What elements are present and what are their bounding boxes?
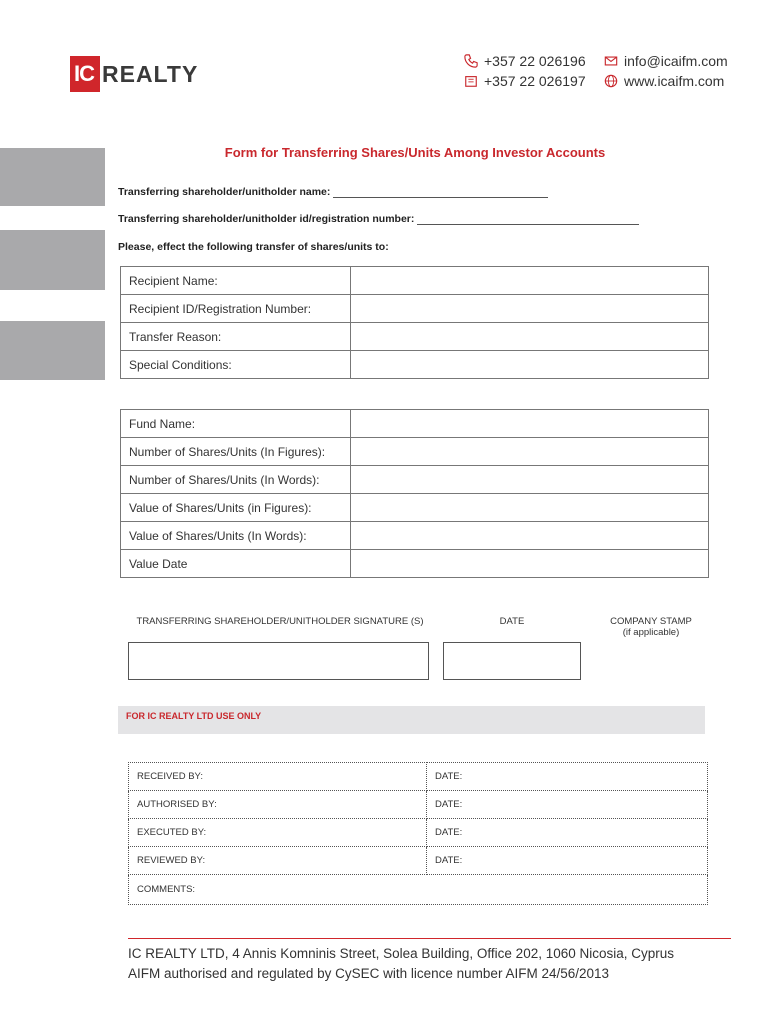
stamp-title: COMPANY STAMP <box>610 616 692 627</box>
table-row <box>121 550 709 578</box>
signature-label: TRANSFERRING SHAREHOLDER/UNITHOLDER SIGNATURE (S) <box>136 616 424 627</box>
table-row <box>129 763 708 791</box>
office-use-banner <box>118 706 705 734</box>
authorised-by-cell[interactable]: AUTHORISED BY: <box>129 791 427 819</box>
reviewed-by-cell[interactable]: REVIEWED BY: <box>129 847 427 875</box>
table-row <box>121 323 709 351</box>
shares-words-input[interactable] <box>351 466 709 494</box>
reviewed-date-cell[interactable]: DATE: <box>427 847 708 875</box>
fund-name-label: Fund Name: <box>121 410 351 438</box>
id-line <box>118 213 639 225</box>
globe-icon <box>604 74 618 88</box>
mail-icon <box>604 54 618 68</box>
transfer-reason-input[interactable] <box>351 323 709 351</box>
table-row <box>129 791 708 819</box>
fund-table <box>120 409 709 578</box>
signature-date-box[interactable] <box>443 642 581 680</box>
phone-icon <box>464 54 478 68</box>
comments-cell[interactable]: COMMENTS: <box>129 875 708 905</box>
transfer-reason-label: Transfer Reason: <box>121 323 351 351</box>
side-tab-2 <box>0 230 105 290</box>
shares-figures-input[interactable] <box>351 438 709 466</box>
value-figures-input[interactable] <box>351 494 709 522</box>
table-row <box>121 351 709 379</box>
table-row <box>121 295 709 323</box>
signature-box[interactable] <box>128 642 429 680</box>
stamp-label <box>596 616 706 638</box>
table-row <box>121 410 709 438</box>
recipient-id-input[interactable] <box>351 295 709 323</box>
phone-1-text: +357 22 026196 <box>484 53 586 69</box>
website <box>604 73 724 89</box>
logo-ic: IC <box>70 56 100 92</box>
table-row <box>121 466 709 494</box>
footer-divider <box>128 938 731 939</box>
special-conditions-input[interactable] <box>351 351 709 379</box>
table-row <box>129 819 708 847</box>
shares-figures-label: Number of Shares/Units (In Figures): <box>121 438 351 466</box>
office-use-table <box>128 762 708 905</box>
name-input[interactable] <box>333 187 548 198</box>
side-tab-3 <box>0 321 105 380</box>
phone-2 <box>464 73 586 89</box>
received-by-cell[interactable]: RECEIVED BY: <box>129 763 427 791</box>
logo-realty: REALTY <box>102 60 199 87</box>
recipient-name-label: Recipient Name: <box>121 267 351 295</box>
table-row <box>121 438 709 466</box>
office-use-banner-text: FOR IC REALTY LTD USE ONLY <box>126 711 262 721</box>
table-row <box>121 267 709 295</box>
phone-1 <box>464 53 586 69</box>
footer-licence: AIFM authorised and regulated by CySEC with licence number AIFM 24/56/2013 <box>128 966 610 981</box>
recipient-id-label: Recipient ID/Registration Number: <box>121 295 351 323</box>
value-figures-label: Value of Shares/Units (in Figures): <box>121 494 351 522</box>
phone-2-text: +357 22 026197 <box>484 73 586 89</box>
executed-date-cell[interactable]: DATE: <box>427 819 708 847</box>
special-conditions-label: Special Conditions: <box>121 351 351 379</box>
stamp-note: (if applicable) <box>622 627 680 638</box>
table-row <box>121 522 709 550</box>
shares-words-label: Number of Shares/Units (In Words): <box>121 466 351 494</box>
footer-address: IC REALTY LTD, 4 Annis Komninis Street, Solea Building, Office 202, 1060 Nicosia, Cyprus <box>128 946 675 961</box>
fund-name-input[interactable] <box>351 410 709 438</box>
value-date-input[interactable] <box>351 550 709 578</box>
website-text: www.icaifm.com <box>624 73 725 89</box>
date-label: DATE <box>499 616 525 627</box>
value-date-label: Value Date <box>121 550 351 578</box>
table-row <box>129 847 708 875</box>
value-words-input[interactable] <box>351 522 709 550</box>
id-line-label: Transferring shareholder/unitholder id/registration number: <box>118 213 415 225</box>
executed-by-cell[interactable]: EXECUTED BY: <box>129 819 427 847</box>
table-row <box>129 875 708 905</box>
table-row <box>121 494 709 522</box>
form-title: Form for Transferring Shares/Units Among Investor Accounts <box>224 145 606 160</box>
authorised-date-cell[interactable]: DATE: <box>427 791 708 819</box>
received-date-cell[interactable]: DATE: <box>427 763 708 791</box>
instruction: Please, effect the following transfer of shares/units to: <box>118 241 389 253</box>
email <box>604 53 728 69</box>
email-text: info@icaifm.com <box>624 53 728 69</box>
name-line <box>118 186 548 198</box>
id-input[interactable] <box>417 214 639 225</box>
value-words-label: Value of Shares/Units (In Words): <box>121 522 351 550</box>
name-line-label: Transferring shareholder/unitholder name: <box>118 186 331 198</box>
company-logo <box>70 56 198 92</box>
recipient-table <box>120 266 709 379</box>
fax-icon <box>464 74 478 88</box>
recipient-name-input[interactable] <box>351 267 709 295</box>
